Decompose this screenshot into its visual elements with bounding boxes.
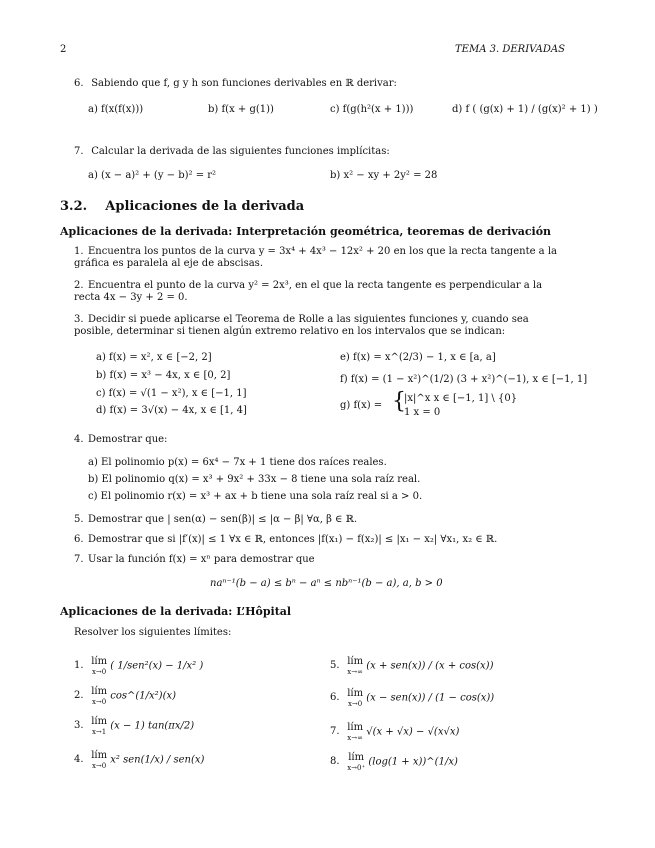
sub1-problem-5: 5. Demostrar que | sen(α) − sen(β)| ≤ |α − β| ∀α, β ∈ ℝ. (74, 514, 358, 525)
cases-brace-icon: { (392, 389, 406, 414)
page-number: 2 (60, 44, 67, 55)
limit-7: 7. lím x→∞ √(x + √x) − √(x√x) (330, 722, 460, 742)
limit-2: 2. lím x→0 cos^(1/x²)(x) (74, 686, 177, 706)
q7-item-b: b) x² − xy + 2y² = 28 (330, 170, 438, 181)
sub1-problem-4: 4. Demostrar que: (74, 434, 168, 445)
rolle-g-case-1: |x|^x x ∈ [−1, 1] \ {0} (404, 393, 518, 404)
subsection-1-title: Aplicaciones de la derivada: Interpretación geométrica, teoremas de derivación (60, 225, 552, 238)
q6-statement: 6. Sabiendo que f, g y h son funciones derivables en ℝ derivar: (74, 78, 397, 89)
rolle-f: f) f(x) = (1 − x²)^(1/2) (3 + x²)^(−1), x ∈ [−1, 1] (340, 374, 588, 385)
sub1-problem-6: 6. Demostrar que si |f′(x)| ≤ 1 ∀x ∈ ℝ, entonces |f(x₁) − f(x₂)| ≤ |x₁ − x₂| ∀x₁, x₂ ∈ ℝ. (74, 534, 498, 545)
p7-formula: naⁿ⁻¹(b − a) ≤ bⁿ − aⁿ ≤ nbⁿ⁻¹(b − a), a, b > 0 (210, 578, 443, 589)
limit-6: 6. lím x→0 (x − sen(x)) / (1 − cos(x)) (330, 688, 495, 708)
rolle-e: e) f(x) = x^(2/3) − 1, x ∈ [a, a] (340, 352, 496, 363)
rolle-a: a) f(x) = x², x ∈ [−2, 2] (96, 352, 212, 363)
p4-item-a: a) El polinomio p(x) = 6x⁴ − 7x + 1 tiene dos raíces reales. (88, 457, 387, 468)
q6-item-c: c) f(g(h²(x + 1))) (330, 104, 414, 115)
running-title: TEMA 3. DERIVADAS (455, 44, 565, 55)
rolle-g-case-2: 1 x = 0 (404, 407, 441, 418)
limit-3: 3. lím x→1 (x − 1) tan(πx/2) (74, 716, 195, 736)
sub1-problem-7: 7. Usar la función f(x) = xⁿ para demostrar que (74, 554, 315, 565)
rolle-b: b) f(x) = x³ − 4x, x ∈ [0, 2] (96, 370, 231, 381)
sub2-intro: Resolver los siguientes límites: (74, 627, 232, 638)
rolle-g-label: g) f(x) = (340, 400, 383, 411)
subsection-2-title: Aplicaciones de la derivada: L’Hôpital (60, 605, 292, 618)
rolle-d: d) f(x) = 3√(x) − 4x, x ∈ [1, 4] (96, 405, 247, 416)
sub1-problem-1: 1. Encuentra los puntos de la curva y = 3x⁴ + 4x³ − 12x² + 20 en los que la recta tangente a la gráfica es paralela al eje de abscisas. (74, 246, 557, 269)
limit-1: 1. lím x→0 ( 1/sen²(x) − 1/x² ) (74, 656, 204, 676)
limit-8: 8. lím x→0⁺ (log(1 + x))^(1/x) (330, 752, 458, 772)
limit-5: 5. lím x→∞ (x + sen(x)) / (x + cos(x)) (330, 656, 494, 676)
rolle-c: c) f(x) = √(1 − x²), x ∈ [−1, 1] (96, 388, 247, 399)
limit-4: 4. lím x→0 x² sen(1/x) / sen(x) (74, 750, 205, 770)
q6-item-a: a) f(x(f(x))) (88, 104, 144, 115)
p4-item-c: c) El polinomio r(x) = x³ + ax + b tiene una sola raíz real si a > 0. (88, 491, 423, 502)
sub1-problem-3: 3. Decidir si puede aplicarse el Teorema de Rolle a las siguientes funciones y, cuando sea posible, determinar si tienen algún extremo relativo en los intervalos que se indican: (74, 314, 529, 337)
p4-item-b: b) El polinomio q(x) = x³ + 9x² + 33x − 8 tiene una sola raíz real. (88, 474, 421, 485)
q7-item-a: a) (x − a)² + (y − b)² = r² (88, 170, 217, 181)
sub1-problem-2: 2. Encuentra el punto de la curva y² = 2x³, en el que la recta tangente es perpendicular a la recta 4x − 3y + 2 = 0. (74, 280, 543, 303)
section-heading: 3.2. Aplicaciones de la derivada (60, 199, 305, 214)
q6-item-b: b) f(x + g(1)) (208, 104, 274, 115)
q7-statement: 7. Calcular la derivada de las siguientes funciones implícitas: (74, 146, 390, 157)
q6-item-d: d) f ( (g(x) + 1) / (g(x)² + 1) ) (452, 104, 598, 115)
